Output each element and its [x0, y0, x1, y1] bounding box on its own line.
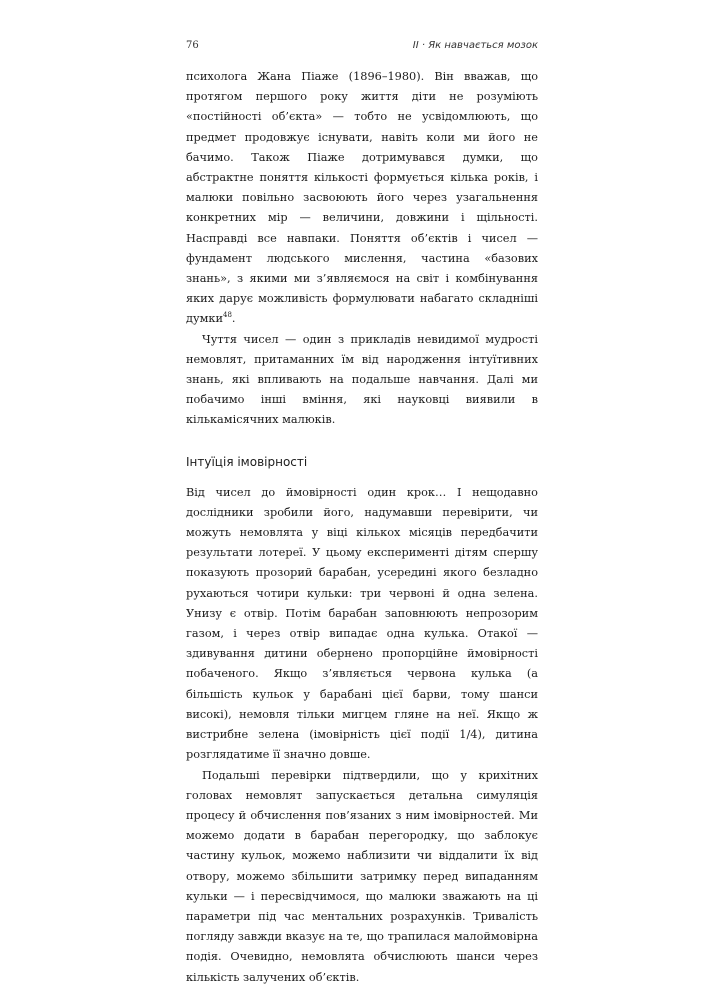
paragraph: Подальші перевірки підтвердили, що у крихітних головах немовлят запускається детальна симуляція процесу й обчислення пов’язаних з ним імовірностей. Ми можемо додати в барабан перегородку, що заблокує частину кульок, можемо наблизити чи віддалити їх від отвору, можемо збільшити затримку перед випаданням кульки — і пересвідчимося, що малюки зважають на ці параметри під час ментальних розрахунків. Тривалість погляду завжди вказує на те, що трапилася малоймовірна подія. Очевидно, немовлята обчислюють шанси через кількість залучених об’єктів.: [186, 768, 538, 984]
paragraph-text: психолога Жана Піаже (1896–1980). Він вважав, що протягом першого року життя діти не розуміють «постійності об’єкта» — тобто не усвідомлюють, що предмет продовжує існувати, навіть коли ми його не бачимо. Також Піаже дотримувався думки, що абстрактне поняття кількості формується кілька років, і малюки повільно засвоюють його через узагальнення конкретних мір — величини, довжини і щільності. Насправді все навпаки. Поняття об’єктів і чисел — фундамент людського мислення, частина «базових знань», з якими ми з’являємося на світ і комбінування яких дарує можливість формулювати набагато складніші думки: [186, 70, 538, 326]
running-head: II · Як навчається мозок: [412, 40, 538, 51]
page-body: [186, 67, 538, 988]
page-header: [186, 40, 538, 56]
footnote-ref: 48: [222, 311, 232, 320]
page-number: 76: [186, 40, 199, 51]
paragraph: психолога Жана Піаже (1896–1980). Він вважав, що протягом першого року життя діти не розуміють «постійності об’єкта» — тобто не усвідомлюють, що предмет продовжує існувати, навіть коли ми його не бачимо. Також Піаже дотримувався думки, що абстрактне поняття кількості формується кілька років, і малюки повільно засвоюють його через узагальнення конкретних мір — величини, довжини і щільності. Насправді все навпаки. Поняття об’єктів і чисел — фундамент людського мислення, частина «базових знань», з якими ми з’являємося на світ і комбінування яких дарує можливість формулювати набагато складніші думки$^{48}$.: [186, 70, 538, 326]
paragraph: Від чисел до ймовірності один крок… І нещодавно дослідники зробили його, надумавши перевірити, чи можуть немовлята у віці кількох місяців передбачити результати лотереї. У цьому експерименті дітям спершу показують прозорий барабан, усередині якого безладно рухаються чотири кульки: три червоні й одна зелена. Унизу є отвір. Потім барабан заповнюють непрозорим газом, і через отвір випадає одна кулька. Отакої — здивування дитини обернено пропорційне ймовірності побаченого. Якщо з’являється червона кулька (а більшість кульок у барабані цієї барви, тому шанси високі), немовля тільки мигцем гляне на неї. Якщо ж вистрибне зелена (імовірність цієї події 1/4), дитина розглядатиме її значно довше.: [186, 485, 538, 762]
section-heading: Інтуїція імовірності: [186, 454, 308, 469]
paragraph: Чуття чисел — один з прикладів невидимої мудрості немовлят, притаманних їм від народження інтуїтивних знань, які впливають на подальше навчання. Далі ми побачимо інші вміння, які науковці виявили в кількамісячних малюків.: [186, 332, 538, 427]
